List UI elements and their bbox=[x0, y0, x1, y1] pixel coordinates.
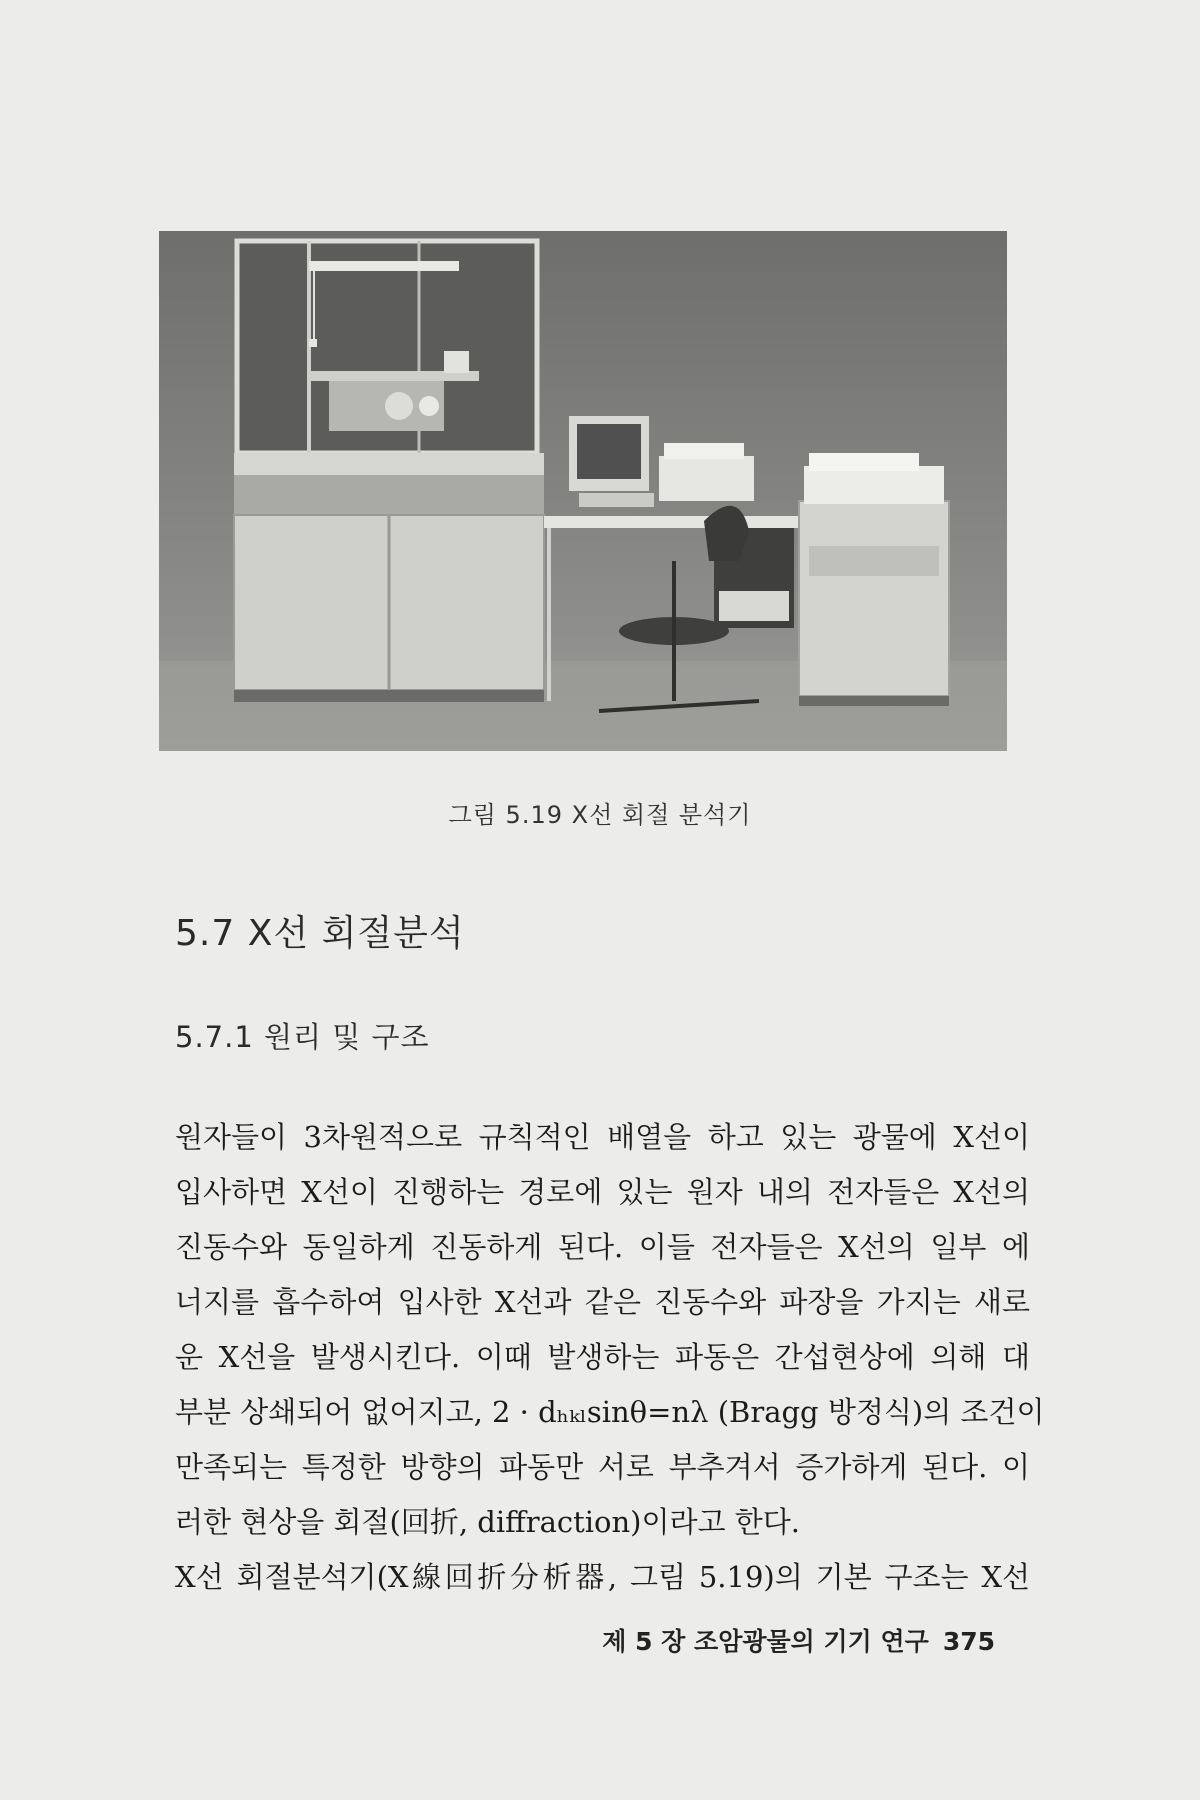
body-line: 운 X선을 발생시킨다. 이때 발생하는 파동은 간섭현상에 의해 대 bbox=[175, 1340, 1030, 1374]
figure-photo-xrd-instrument bbox=[159, 231, 1007, 751]
body-line: 진동수와 동일하게 진동하게 된다. 이들 전자들은 X선의 일부 에 bbox=[175, 1230, 1030, 1264]
body-line: 너지를 흡수하여 입사한 X선과 같은 진동수와 파장을 가지는 새로 bbox=[175, 1285, 1030, 1319]
body-line: 러한 현상을 회절(回折, diffraction)이라고 한다. bbox=[175, 1505, 801, 1539]
xrd-instrument-illustration bbox=[159, 231, 1007, 751]
footer-chapter: 제 5 장 조암광물의 기기 연구 bbox=[602, 1627, 929, 1656]
body-line: X선 회절분석기(X線回折分析器, 그림 5.19)의 기본 구조는 X선 bbox=[175, 1560, 1030, 1594]
section-heading: 5.7 X선 회절분석 bbox=[175, 913, 465, 954]
body-line: 만족되는 특정한 방향의 파동만 서로 부추겨서 증가하게 된다. 이 bbox=[175, 1450, 1030, 1484]
body-line: 부분 상쇄되어 없어지고, 2 · dₕₖₗsinθ=nλ (Bragg 방정식)의 조건이 bbox=[175, 1395, 1045, 1429]
body-line: 입사하면 X선이 진행하는 경로에 있는 원자 내의 전자들은 X선의 bbox=[175, 1175, 1030, 1209]
body-paragraphs bbox=[175, 1110, 1045, 1605]
figure-caption: 그림 5.19 X선 회절 분석기 bbox=[448, 801, 752, 829]
page-number: 375 bbox=[942, 1627, 995, 1656]
subsection-heading: 5.7.1 원리 및 구조 bbox=[175, 1020, 430, 1054]
running-footer bbox=[602, 1622, 995, 1658]
body-line: 원자들이 3차원적으로 규칙적인 배열을 하고 있는 광물에 X선이 bbox=[175, 1120, 1030, 1154]
